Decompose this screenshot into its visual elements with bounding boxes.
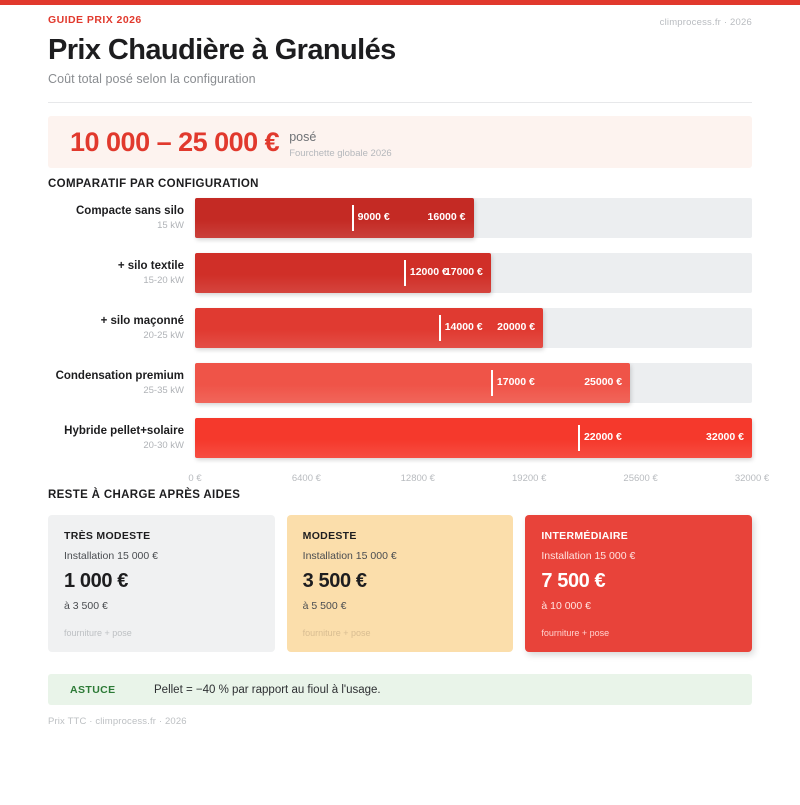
aid-card-upper: à 10 000 € xyxy=(541,600,591,613)
chart-x-axis xyxy=(188,473,770,489)
chart-track xyxy=(195,418,752,458)
chart-max-value: 25000 € xyxy=(584,376,623,389)
chart-bar xyxy=(195,418,752,458)
section-heading-comparatif: COMPARATIF PAR CONFIGURATION xyxy=(48,178,259,191)
hero-price-band xyxy=(48,116,752,168)
chart-row xyxy=(48,198,752,238)
chart-row-label xyxy=(48,260,195,287)
chart-track xyxy=(195,198,752,238)
aid-card-install: Installation 15 000 € xyxy=(64,550,158,563)
chart-row-name: + silo maçonné xyxy=(100,314,184,327)
tip-banner xyxy=(48,674,752,705)
aid-card-install: Installation 15 000 € xyxy=(541,550,636,563)
chart-row-power: 15-20 kW xyxy=(143,275,184,287)
header xyxy=(48,0,752,103)
chart-row-label xyxy=(48,205,195,232)
chart-track xyxy=(195,253,752,293)
chart-row xyxy=(48,253,752,293)
chart-min-marker xyxy=(404,260,406,286)
chart-row-power: 20-25 kW xyxy=(143,330,184,342)
chart-row-power: 20-30 kW xyxy=(143,440,184,452)
chart-track xyxy=(195,308,752,348)
chart-row-name: Compacte sans silo xyxy=(75,204,184,217)
chart-max-value: 20000 € xyxy=(497,321,536,334)
aid-card-footnote: fourniture + pose xyxy=(541,628,610,639)
aid-card-install: Installation 15 000 € xyxy=(302,550,397,563)
aid-card-title: MODESTE xyxy=(302,530,357,543)
tip-text: Pellet = −40 % par rapport au fioul à l'usage. xyxy=(154,683,381,696)
aid-card-upper: à 3 500 € xyxy=(64,600,108,613)
page-title: Prix Chaudière à Granulés xyxy=(48,34,396,66)
chart-row-label xyxy=(48,315,195,342)
section-heading-reste: RESTE À CHARGE APRÈS AIDES xyxy=(48,489,241,502)
chart-row-name: Hybride pellet+solaire xyxy=(64,424,184,437)
aid-card-title: INTERMÉDIAIRE xyxy=(541,530,629,543)
chart-bar xyxy=(195,253,491,293)
header-divider xyxy=(48,102,752,103)
configuration-range-chart xyxy=(48,198,752,458)
hero-side xyxy=(289,131,391,159)
chart-row-label xyxy=(48,370,195,397)
chart-max-value: 16000 € xyxy=(427,211,466,224)
site-stamp: climprocess.fr · 2026 xyxy=(659,17,752,28)
axis-tick: 19200 € xyxy=(512,473,547,485)
footer-note: Prix TTC · climprocess.fr · 2026 xyxy=(48,716,187,728)
chart-row xyxy=(48,308,752,348)
chart-min-value: 17000 € xyxy=(496,376,535,389)
hero-note: Fourchette globale 2026 xyxy=(289,147,392,159)
chart-row xyxy=(48,418,752,458)
aid-card-footnote: fourniture + pose xyxy=(302,628,371,639)
axis-tick: 25600 € xyxy=(623,473,658,485)
chart-row-power: 15 kW xyxy=(157,220,184,232)
page-subtitle: Coût total posé selon la configuration xyxy=(48,72,256,87)
chart-min-value: 12000 € xyxy=(409,266,448,279)
chart-min-marker xyxy=(439,315,441,341)
axis-tick: 12800 € xyxy=(400,473,435,485)
aid-card xyxy=(287,515,514,652)
chart-row xyxy=(48,363,752,403)
hero-unit-label: posé xyxy=(289,130,317,145)
chart-min-marker xyxy=(578,425,580,451)
chart-max-value: 32000 € xyxy=(706,431,744,444)
chart-row-power: 25-35 kW xyxy=(143,385,184,397)
eyebrow-label: GUIDE PRIX 2026 xyxy=(48,14,142,26)
aid-card-amount: 1 000 € xyxy=(64,570,128,593)
axis-tick: 32000 € xyxy=(734,473,770,485)
axis-tick: 0 € xyxy=(188,473,202,485)
chart-bar xyxy=(195,308,543,348)
chart-row-name: + silo textile xyxy=(117,259,184,272)
tip-label: ASTUCE xyxy=(70,683,116,696)
aid-card xyxy=(525,515,752,652)
chart-row-name: Condensation premium xyxy=(55,369,184,382)
chart-max-value: 17000 € xyxy=(444,266,483,279)
aid-card-title: TRÈS MODESTE xyxy=(64,530,151,543)
chart-min-value: 22000 € xyxy=(583,431,622,444)
chart-bar xyxy=(195,198,474,238)
axis-tick: 6400 € xyxy=(291,473,321,485)
aid-cards xyxy=(48,515,752,652)
chart-min-value: 14000 € xyxy=(444,321,483,334)
aid-card-footnote: fourniture + pose xyxy=(64,628,132,639)
aid-card xyxy=(48,515,275,652)
chart-min-marker xyxy=(352,205,354,231)
chart-row-label xyxy=(48,425,195,452)
chart-min-value: 9000 € xyxy=(357,211,390,224)
chart-track xyxy=(195,363,752,403)
chart-min-marker xyxy=(491,370,493,396)
aid-card-amount: 7 500 € xyxy=(541,570,606,593)
chart-bar xyxy=(195,363,630,403)
aid-card-upper: à 5 500 € xyxy=(302,600,347,613)
hero-price-range: 10 000 – 25 000 € xyxy=(70,126,280,157)
aid-card-amount: 3 500 € xyxy=(302,570,367,593)
